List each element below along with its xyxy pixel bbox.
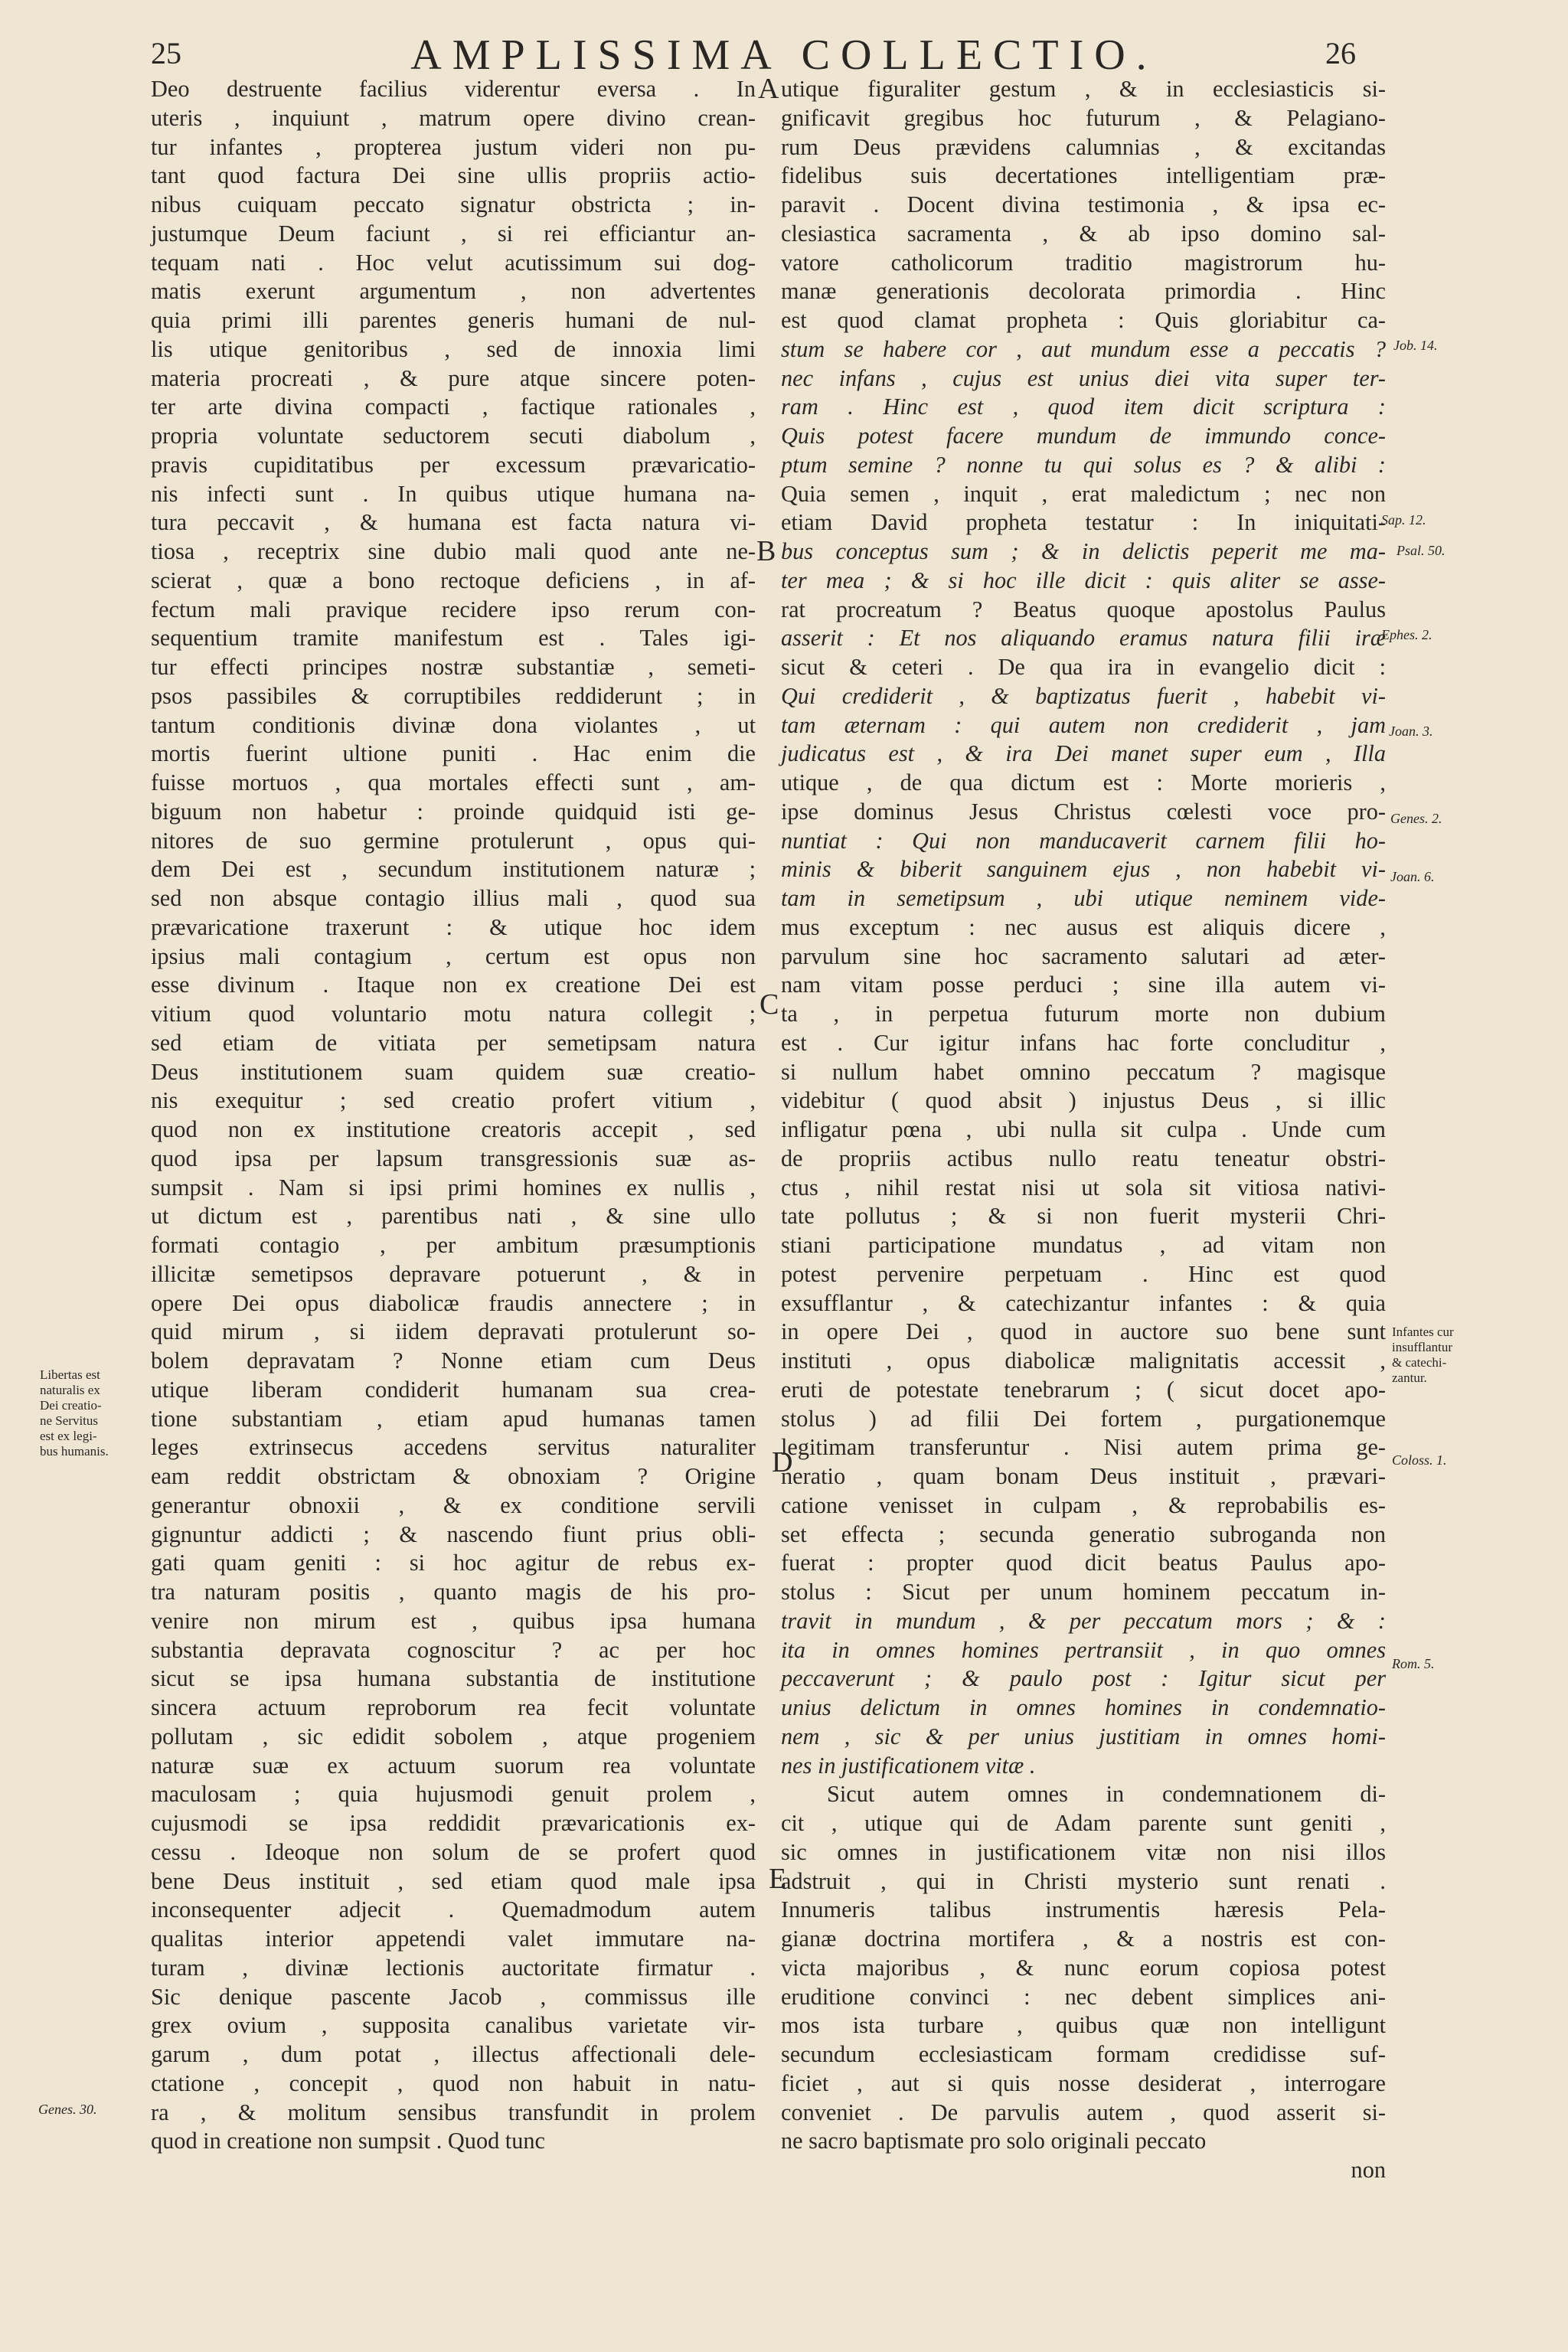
text-line: naturæ suæ ex actuum suorum rea voluntate — [151, 1752, 756, 1779]
text-line: stolus ) ad filii Dei fortem , purgationemque — [781, 1405, 1386, 1432]
text-line: ipsius mali contagium , certum est opus non — [151, 942, 756, 969]
text-line: secundum ecclesiasticam formam credidisse suf- — [781, 2041, 1386, 2067]
text-line: ra , & molitum sensibus transfundit in prolem — [151, 2099, 756, 2125]
text-line: ctus , nihil restat nisi ut sola sit vitiosa nativi- — [781, 1174, 1386, 1200]
text-line: gnificavit gregibus hoc futurum , & Pelagiano- — [781, 104, 1386, 131]
right-column — [781, 75, 1386, 2185]
margin-ref-sap: Sap. 12. — [1381, 512, 1426, 528]
text-line: nam vitam posse perduci ; sine illa autem vi- — [781, 972, 1386, 998]
margin-ref-genes30: Genes. 30. — [38, 2102, 97, 2117]
text-line: dem Dei est , secundum institutionem naturæ ; — [151, 856, 756, 883]
text-line: Deus institutionem suam quidem suæ creatio- — [151, 1058, 756, 1085]
text-line: est . Cur igitur infans hac forte concluditur , — [781, 1029, 1386, 1056]
text-line: rat procreatum ? Beatus quoque apostolus Paulus — [781, 596, 1386, 622]
text-line: sed non absque contagio illius mali , quod sua — [151, 885, 756, 911]
text-line: propria voluntate seductorem secuti diabolum , — [151, 423, 756, 449]
text-line: videbitur ( quod absit ) injustus Deus , si illic — [781, 1087, 1386, 1114]
text-line: nitores de suo germine protulerunt , opus qui- — [151, 827, 756, 854]
margin-ref-job: Job. 14. — [1393, 338, 1438, 353]
text-line: fuisse mortuos , qua mortales effecti sunt , am- — [151, 769, 756, 795]
text-line: bus conceptus sum ; & in delictis peperit me ma- — [781, 538, 1386, 564]
text-line: ficiet , aut si quis nosse desiderat , interrogare — [781, 2069, 1386, 2096]
text-line: tantum conditionis divinæ dona violantes , ut — [151, 711, 756, 738]
text-line: sequentium tramite manifestum est . Tales igi- — [151, 625, 756, 652]
text-line: exsufflantur , & catechizantur infantes : & quia — [781, 1289, 1386, 1316]
section-letter-d: D — [772, 1446, 793, 1478]
section-letter-c: C — [760, 988, 779, 1021]
text-line: quid mirum , si iidem depravati protulerunt so- — [151, 1318, 756, 1345]
text-line: infligatur pœna , ubi nulla sit culpa . Unde cum — [781, 1116, 1386, 1142]
text-line: sicut se ipsa humana substantia de institutione — [151, 1665, 756, 1692]
text-line: inconsequenter adjecit . Quemadmodum autem — [151, 1896, 756, 1923]
text-line: grex ovium , supposita canalibus varietate vir- — [151, 2012, 756, 2039]
text-line: tione substantiam , etiam apud humanas tamen — [151, 1405, 756, 1432]
text-line: tam in semetipsum , ubi utique neminem vide- — [781, 885, 1386, 911]
text-line: Qui crediderit , & baptizatus fuerit , habebit vi- — [781, 682, 1386, 709]
text-line: utique liberam condiderit humanam sua crea- — [151, 1376, 756, 1403]
text-line: tequam nati . Hoc velut acutissimum sui dog- — [151, 249, 756, 276]
side-note-right: Infantes cur insufflantur & catechi- zantur. — [1392, 1325, 1454, 1385]
text-line: nem , sic & per unius justitiam in omnes homi- — [781, 1723, 1386, 1749]
page-number-right: 26 — [1325, 36, 1356, 70]
text-line: cit , utique qui de Adam parente sunt geniti , — [781, 1810, 1386, 1836]
text-line: conveniet . De parvulis autem , quod asserit si- — [781, 2099, 1386, 2125]
text-line: gignuntur addicti ; & nascendo fiunt prius obli- — [151, 1521, 756, 1547]
text-line: matis exerunt argumentum , non advertentes — [151, 278, 756, 305]
text-line: nuntiat : Qui non manducaverit carnem filii ho- — [781, 827, 1386, 854]
text-line: gati quam geniti : si hoc agitur de rebus ex- — [151, 1550, 756, 1576]
text-line: illicitæ semetipsos depravare potuerunt , & in — [151, 1260, 756, 1287]
text-line: stolus : Sicut per unum hominem peccatum in- — [781, 1579, 1386, 1605]
text-line: qualitas interior appetendi valet immutare na- — [151, 1926, 756, 1952]
text-line: nes in justificationem vitæ . — [781, 1752, 1036, 1779]
text-line: ita in omnes homines pertransiit , in quo omnes — [781, 1636, 1386, 1663]
text-line: Sic denique pascente Jacob , commissus ille — [151, 1983, 756, 2010]
text-line: opere Dei opus diabolicæ fraudis annectere ; in — [151, 1289, 756, 1316]
text-line: tant quod factura Dei sine ullis propriis actio- — [151, 162, 756, 189]
text-line: quod in creatione non sumpsit . Quod tunc — [151, 2128, 545, 2154]
text-line: instituti , opus diabolicæ malignitatis accessit , — [781, 1348, 1386, 1374]
text-line: parvulum sine hoc sacramento salutari ad æter- — [781, 942, 1386, 969]
text-line: uteris , inquiunt , matrum opere divino crean- — [151, 104, 756, 131]
text-line: nis exequitur ; sed creatio profert vitium , — [151, 1087, 756, 1114]
text-line: lis utique genitoribus , sed de innoxia limi — [151, 335, 756, 362]
text-line: Quis potest facere mundum de immundo conce- — [781, 423, 1386, 449]
text-line: legitimam transferuntur . Nisi autem prima ge- — [781, 1434, 1386, 1461]
page-number-left: 25 — [151, 36, 181, 70]
text-line: minis & biberit sanguinem ejus , non habebit vi- — [781, 856, 1386, 883]
text-line: quia primi illi parentes generis humani de nul- — [151, 307, 756, 333]
text-line: vatore catholicorum traditio magistrorum hu- — [781, 249, 1386, 276]
text-line: scierat , quæ a bono rectoque deficiens , in af- — [151, 567, 756, 593]
text-line: sincera actuum reproborum rea fecit voluntate — [151, 1694, 756, 1720]
text-line: peccaverunt ; & paulo post : Igitur sicut per — [781, 1665, 1386, 1692]
left-column — [151, 75, 756, 2156]
text-line: mortis fuerint ultione puniti . Hac enim die — [151, 740, 756, 767]
text-line: Deo destruente facilius viderentur eversa . In — [151, 76, 756, 102]
text-line: ptum semine ? nonne tu qui solus es ? & alibi : — [781, 451, 1386, 478]
margin-ref-ephes: Ephes. 2. — [1381, 627, 1432, 642]
text-line: est quod clamat propheta : Quis gloriabitur ca- — [781, 307, 1386, 333]
text-line: eruditione convinci : nec debent simplices ani- — [781, 1983, 1386, 2010]
text-line: nec infans , cujus est unius diei vita super ter- — [781, 364, 1386, 391]
text-line: tur effecti principes nostræ substantiæ , semeti- — [151, 654, 756, 680]
text-line: maculosam ; quia hujusmodi genuit prolem , — [151, 1781, 756, 1808]
section-letter-e: E — [769, 1863, 787, 1895]
text-line: sumpsit . Nam si ipsi primi homines ex nullis , — [151, 1174, 756, 1200]
text-line: formati contagio , per ambitum præsumptionis — [151, 1232, 756, 1258]
text-line: cessu . Ideoque non solum de se profert quod — [151, 1838, 756, 1865]
text-line: judicatus est , & ira Dei manet super eum , Illa — [781, 740, 1386, 767]
text-line: ut dictum est , parentibus nati , & sine ullo — [151, 1203, 756, 1230]
text-line: fectum mali pravique recidere ipso rerum con- — [151, 596, 756, 622]
text-line: leges extrinsecus accedens servitus naturaliter — [151, 1434, 756, 1461]
text-line: ter arte divina compacti , factique rationales , — [151, 394, 756, 420]
text-line: prævaricatione traxerunt : & utique hoc idem — [151, 913, 756, 940]
text-line: garum , dum potat , illectus affectionali dele- — [151, 2041, 756, 2067]
margin-ref-joan6: Joan. 6. — [1390, 869, 1435, 884]
text-line: vitium quod voluntario motu natura collegit ; — [151, 1001, 756, 1027]
text-line: paravit . Docent divina testimonia , & ipsa ec- — [781, 191, 1386, 217]
section-letter-b: B — [756, 535, 776, 567]
text-line: ctatione , concepit , quod non habuit in natu- — [151, 2069, 756, 2096]
text-line: ter mea ; & si hoc ille dicit : quis aliter se asse- — [781, 567, 1386, 593]
text-line: manæ generationis decolorata primordia . Hinc — [781, 278, 1386, 305]
text-line: pravis cupiditatibus per excessum prævaricatio- — [151, 451, 756, 478]
text-line: sic omnes in justificationem vitæ non nisi illos — [781, 1838, 1386, 1865]
text-line: tra naturam positis , quanto magis de his pro- — [151, 1579, 756, 1605]
text-line: tate pollutus ; & si non fuerit mysterii Chri- — [781, 1203, 1386, 1230]
text-line: materia procreati , & pure atque sincere poten- — [151, 364, 756, 391]
text-line: cujusmodi se ipsa reddidit prævaricationis ex- — [151, 1810, 756, 1836]
text-line: utique figuraliter gestum , & in ecclesiasticis si- — [781, 76, 1386, 102]
text-line: Quia semen , inquit , erat maledictum ; nec non — [781, 480, 1386, 507]
text-line: sicut & ceteri . De qua ira in evangelio dicit : — [781, 654, 1386, 680]
text-line: tiosa , receptrix sine dubio mali quod ante ne- — [151, 538, 756, 564]
text-line: Innumeris talibus instrumentis hæresis Pela- — [781, 1896, 1386, 1923]
text-line: unius delictum in omnes homines in condemnatio- — [781, 1694, 1386, 1720]
text-line: substantia depravata cognoscitur ? ac per hoc — [151, 1636, 756, 1663]
text-line: psos passibiles & corruptibiles reddiderunt ; in — [151, 682, 756, 709]
text-line: nis infecti sunt . In quibus utique humana na- — [151, 480, 756, 507]
text-line: fuerat : propter quod dicit beatus Paulus apo- — [781, 1550, 1386, 1576]
margin-ref-joan3: Joan. 3. — [1389, 724, 1433, 739]
side-note-left: Libertas est naturalis ex Dei creatio- ne Servitus est ex legi- bus humanis. — [40, 1367, 109, 1459]
text-line: neratio , quam bonam Deus instituit , prævari- — [781, 1463, 1386, 1489]
text-line: ne sacro baptismate pro solo originali peccato — [781, 2128, 1207, 2154]
text-line: quod ipsa per lapsum transgressionis suæ as- — [151, 1145, 756, 1171]
text-line: gianæ doctrina mortifera , & a nostris est con- — [781, 1926, 1386, 1952]
catchword: non — [1351, 2157, 1386, 2183]
text-line: bolem depravatam ? Nonne etiam cum Deus — [151, 1348, 756, 1374]
text-line: eam reddit obstrictam & obnoxiam ? Origine — [151, 1463, 756, 1489]
text-line: sed etiam de vitiata per semetipsam natura — [151, 1029, 756, 1056]
text-line: fidelibus suis decertationes intelligentiam præ- — [781, 162, 1386, 189]
margin-ref-genes2: Genes. 2. — [1390, 811, 1442, 826]
margin-ref-coloss: Coloss. 1. — [1392, 1452, 1447, 1468]
text-line: utique , de qua dictum est : Morte morieris , — [781, 769, 1386, 795]
text-line: tam æternam : qui autem non crediderit , jam — [781, 711, 1386, 738]
text-line: stiani participatione mundatus , ad vitam non — [781, 1232, 1386, 1258]
text-line: adstruit , qui in Christi mysterio sunt renati . — [781, 1867, 1386, 1894]
margin-ref-rom: Rom. 5. — [1392, 1656, 1435, 1671]
text-line: de propriis actibus nullo reatu teneatur obstri- — [781, 1145, 1386, 1171]
text-line: justumque Deum faciunt , si rei efficiantur an- — [151, 220, 756, 247]
text-line: tur infantes , propterea justum videri non pu- — [151, 133, 756, 160]
text-line: bene Deus instituit , sed etiam quod male ipsa — [151, 1867, 756, 1894]
text-line: clesiastica sacramenta , & ab ipso domino sal- — [781, 220, 1386, 247]
text-line: victa majoribus , & nunc eorum copiosa potest — [781, 1954, 1386, 1981]
running-title: AMPLISSIMA COLLECTIO. — [410, 31, 1158, 79]
text-line: tura peccavit , & humana est facta natura vi- — [151, 509, 756, 536]
text-line: rum Deus prævidens calumnias , & excitandas — [781, 133, 1386, 160]
text-line: etiam David propheta testatur : In iniquitati- — [781, 509, 1386, 536]
text-line: catione venisset in culpam , & reprobabilis es- — [781, 1491, 1386, 1518]
section-letter-a: A — [758, 73, 779, 105]
text-line: Sicut autem omnes in condemnationem di- — [827, 1781, 1386, 1808]
text-line: potest pervenire perpetuam . Hinc est quod — [781, 1260, 1386, 1287]
text-line: turam , divinæ lectionis auctoritate firmatur . — [151, 1954, 756, 1981]
text-line: asserit : Et nos aliquando eramus natura filii iræ — [781, 625, 1386, 652]
text-line: nibus cuiquam peccato signatur obstricta ; in- — [151, 191, 756, 217]
text-line: ipse dominus Jesus Christus cœlesti voce pro- — [781, 798, 1386, 825]
text-line: travit in mundum , & per peccatum mors ; & : — [781, 1607, 1386, 1634]
text-line: ta , in perpetua futurum morte non dubium — [781, 1001, 1386, 1027]
text-line: generantur obnoxii , & ex conditione servili — [151, 1491, 756, 1518]
text-line: si nullum habet omnino peccatum ? magisque — [781, 1058, 1386, 1085]
text-line: set effecta ; secunda generatio subroganda non — [781, 1521, 1386, 1547]
text-line: biguum non habetur : proinde quidquid isti ge- — [151, 798, 756, 825]
text-line: ram . Hinc est , quod item dicit scriptura : — [781, 394, 1386, 420]
text-line: mus exceptum : nec ausus est aliquis dicere , — [781, 913, 1386, 940]
text-line: venire non mirum est , quibus ipsa humana — [151, 1607, 756, 1634]
text-line: mos ista turbare , quibus quæ non intelligunt — [781, 2012, 1386, 2039]
text-line: esse divinum . Itaque non ex creatione Dei est — [151, 972, 756, 998]
text-line: eruti de potestate tenebrarum ; ( sicut docet apo- — [781, 1376, 1386, 1403]
text-line: in opere Dei , quod in auctore suo bene sunt — [781, 1318, 1386, 1345]
margin-ref-psal: Psal. 50. — [1396, 543, 1446, 558]
text-line: pollutam , sic edidit sobolem , atque progeniem — [151, 1723, 756, 1749]
text-line: quod non ex institutione creatoris accepit , sed — [151, 1116, 756, 1142]
text-line: stum se habere cor , aut mundum esse a peccatis ? — [781, 335, 1386, 362]
